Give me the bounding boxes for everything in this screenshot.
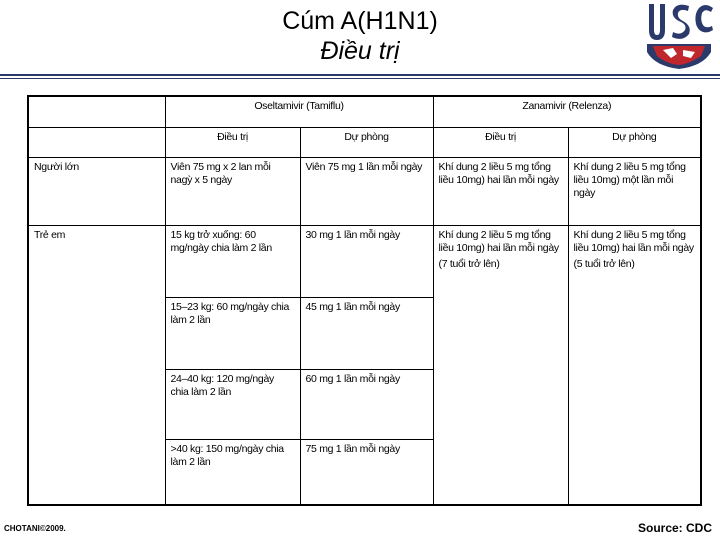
cell-child-osel-treat-1: 15 kg trở xuống: 60 mg/ngày chia làm 2 lần xyxy=(165,225,300,297)
cell-child-zana-prevent xyxy=(568,225,701,505)
cell-adult-osel-prevent: Viên 75 mg 1 lần mỗi ngày xyxy=(300,157,433,225)
table-row-child-1 xyxy=(28,225,701,297)
title-sub: Điều trị xyxy=(320,37,400,65)
subheader-empty-cell xyxy=(28,127,165,157)
header-oseltamivir: Oseltamivir (Tamiflu) xyxy=(165,96,433,127)
row-label-child: Trẻ em xyxy=(28,225,165,505)
child-zana-treat-text: Khí dung 2 liều 5 mg tổng liều 10mg) hai lần mỗi ngày xyxy=(438,228,559,254)
table-row-adult xyxy=(28,157,701,225)
cell-child-osel-treat-2: 15–23 kg: 60 mg/ngày chia làm 2 lần xyxy=(165,297,300,369)
university-logo-icon xyxy=(643,0,715,70)
child-zana-prevent-note: (5 tuổi trở lên) xyxy=(573,257,635,270)
cell-child-osel-treat-3: 24–40 kg: 120 mg/ngày chia làm 2 lần xyxy=(165,369,300,439)
subheader-osel-prevent: Dự phòng xyxy=(300,127,433,157)
cell-adult-osel-treat: Viên 75 mg x 2 lan mỗi nagỳ x 5 ngày xyxy=(165,157,300,225)
copyright-text: CHOTANI©2009. xyxy=(4,524,66,533)
subheader-zana-prevent: Dự phòng xyxy=(568,127,701,157)
treatment-table xyxy=(27,95,702,506)
cell-child-osel-prevent-4: 75 mg 1 lần mỗi ngày xyxy=(300,439,433,505)
child-zana-prevent-text: Khí dung 2 liều 5 mg tổng liều 10mg) hai lần mỗi ngày xyxy=(573,228,694,254)
title-main: Cúm A(H1N1) xyxy=(282,7,438,35)
row-label-adult: Người lớn xyxy=(28,157,165,225)
source-text: Source: CDC xyxy=(637,521,712,535)
cell-adult-zana-prevent: Khí dung 2 liều 5 mg tổng liều 10mg) một lần mỗi ngày xyxy=(568,157,701,225)
subheader-zana-treat: Điều trị xyxy=(433,127,568,157)
cell-child-osel-treat-4: >40 kg: 150 mg/ngày chia làm 2 lần xyxy=(165,439,300,505)
cell-child-osel-prevent-1: 30 mg 1 lần mỗi ngày xyxy=(300,225,433,297)
title-rule-top xyxy=(0,74,720,76)
slide-title xyxy=(0,6,720,66)
child-zana-treat-note: (7 tuổi trở lên) xyxy=(438,257,500,270)
cell-child-zana-treat xyxy=(433,225,568,505)
title-rule-bottom xyxy=(0,78,720,79)
cell-child-osel-prevent-2: 45 mg 1 lần mỗi ngày xyxy=(300,297,433,369)
cell-adult-zana-treat: Khí dung 2 liều 5 mg tổng liều 10mg) hai lần mỗi ngày xyxy=(433,157,568,225)
subheader-osel-treat: Điều trị xyxy=(165,127,300,157)
table-corner-cell xyxy=(28,96,165,127)
cell-child-osel-prevent-3: 60 mg 1 lần mỗi ngày xyxy=(300,369,433,439)
header-zanamivir: Zanamivir (Relenza) xyxy=(433,96,701,127)
